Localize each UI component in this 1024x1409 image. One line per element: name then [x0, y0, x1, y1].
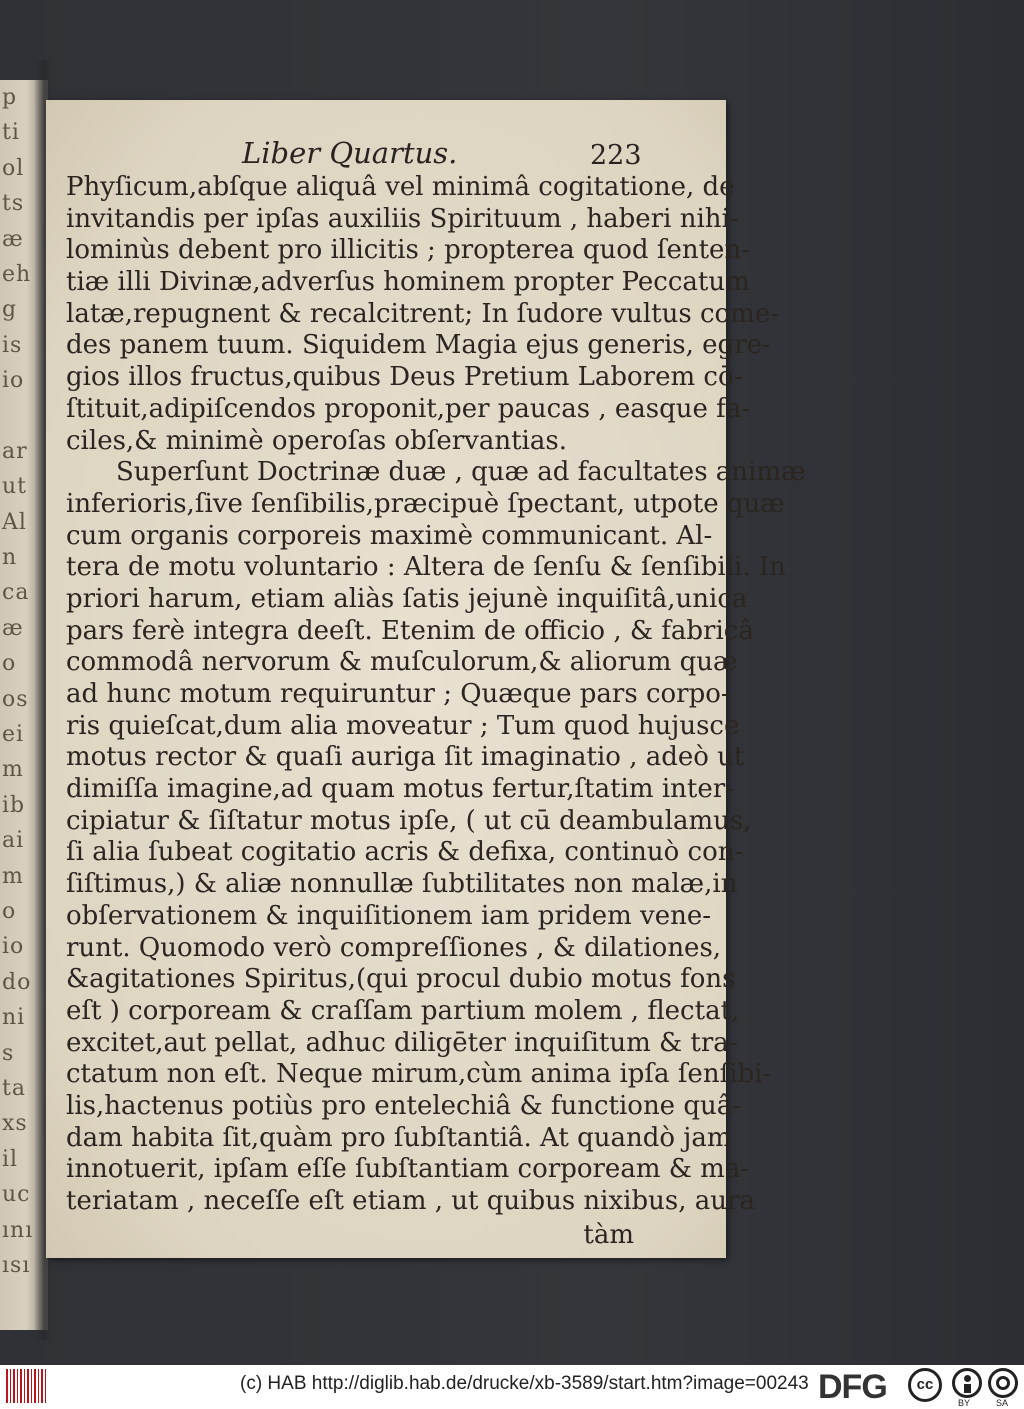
left-page-fragment: uc — [2, 1182, 31, 1208]
text-line: ſiſtimus,) & aliæ nonnullæ ſubtilitates non malæ,in — [66, 869, 738, 900]
text-line: ciles,& minimè operoſas obſervantias. — [66, 425, 567, 456]
text-line: Phyſicum,abſque aliquâ vel minimâ cogitatione, de — [66, 172, 735, 202]
text-line: ſi alia ſubeat cogitatio acris & defixa, continuò con- — [66, 837, 744, 868]
text-line: obſervationem & inquiſitionem iam pridem vene- — [66, 900, 712, 931]
left-page-fragment: io — [2, 368, 25, 394]
left-page-fragment: Al — [2, 509, 27, 535]
text-line: ctatum non eſt. Neque mirum,cùm anima ipſa ſenſibi- — [66, 1059, 772, 1090]
left-page-fragment: ai — [2, 828, 25, 854]
text-line: tiæ illi Divinæ,adverſus hominem propter Peccatum — [66, 267, 750, 298]
page-number: 223 — [590, 140, 642, 171]
text-line: tera de motu voluntario : Altera de ſenſu & ſenſibili. In — [66, 552, 786, 583]
dfg-logo[interactable]: DFG — [818, 1368, 887, 1406]
left-page-fragment: ei — [2, 722, 25, 748]
left-page-fragment: ni — [2, 1005, 26, 1031]
left-page-fragment: p — [2, 85, 18, 110]
left-page-fragment: m — [2, 757, 24, 783]
text-line: Superſunt Doctrinæ duæ , quæ ad facultates animæ — [116, 457, 806, 488]
left-page-fragment: ını — [2, 1217, 34, 1243]
body-text — [66, 172, 806, 1252]
running-title: Liber Quartus. — [242, 136, 458, 170]
left-page-fragment: ta — [2, 1075, 26, 1101]
text-line: lominùs debent pro illicitis ; propterea quod ſenten- — [66, 235, 750, 266]
left-page-fragment: eh — [2, 261, 32, 287]
text-line: &agitationes Spiritus,(qui procul dubio motus fons — [66, 964, 736, 995]
left-page-fragment: o — [2, 898, 17, 924]
book-page — [46, 100, 806, 1258]
left-page-fragment: il — [2, 1146, 19, 1172]
text-line: eſt ) corpoream & craſſam partium molem , flectat, — [66, 995, 740, 1026]
text-line: ris quieſcat,dum alia moveatur ; Tum quod hujusce — [66, 710, 740, 741]
left-page-fragment: n — [2, 545, 18, 571]
text-line: lis,hactenus potiùs pro entelechiâ & functione quâ- — [66, 1090, 742, 1121]
hab-barcode-icon — [6, 1369, 46, 1403]
left-page-fragment: ib — [2, 792, 26, 818]
text-line: cipiatur & ſiſtatur motus ipſe, ( ut cū deambulamus, — [66, 805, 752, 836]
share-alike-icon[interactable] — [988, 1368, 1018, 1398]
text-line: innotuerit, ipſam eſſe ſubſtantiam corpoream & ma- — [66, 1154, 750, 1185]
left-page-fragment: æ — [2, 615, 24, 641]
text-line: dam habita ſit,quàm pro ſubſtantiâ. At quandò jam — [66, 1122, 732, 1153]
copyright-link[interactable]: (c) HAB http://diglib.hab.de/drucke/xb-3589/start.htm?image=00243 — [240, 1373, 809, 1394]
left-page-fragment: is — [2, 332, 23, 358]
left-page-fragment: g — [2, 297, 18, 323]
text-line: teriatam , neceſſe eſt etiam , ut quibus nixibus, aura — [66, 1186, 755, 1216]
left-page-fragment: ar — [2, 438, 28, 464]
text-line: pars ferè integra deeſt. Etenim de officio , & fabricâ — [66, 615, 754, 646]
text-line: invitandis per ipſas auxiliis Spirituum , haberi nihi- — [66, 203, 739, 234]
text-line: dimiſſa imagine,ad quam motus fertur,ſtatim inter- — [66, 774, 734, 805]
text-line: ſtituit,adipiſcendos proponit,per paucas , easque fa- — [66, 393, 751, 424]
left-page-fragment: ısı — [2, 1252, 31, 1278]
page-header — [46, 136, 726, 176]
text-line: motus rector & quaſi auriga ſit imaginatio , adeò ut — [66, 742, 745, 773]
left-page-fragment: o — [2, 651, 17, 677]
left-page-fragment: ut — [2, 474, 28, 500]
left-page-fragment: do — [2, 969, 32, 995]
left-page-fragment: xs — [2, 1111, 28, 1137]
text-line: des panem tuum. Siquidem Magia ejus generis, egre- — [66, 330, 771, 361]
text-line: ad hunc motum requiruntur ; Quæque pars corpo- — [66, 679, 730, 709]
creative-commons-icon[interactable]: cc — [908, 1368, 942, 1402]
left-page-fragment: os — [2, 686, 29, 712]
catchword: tàm — [583, 1219, 634, 1250]
left-page-fragment: ol — [2, 155, 25, 181]
sa-label: SA — [996, 1398, 1009, 1408]
text-line: cum organis corporeis maximè communicant. Al- — [66, 520, 713, 551]
text-line: runt. Quomodo verò compreſſiones , & dilationes, — [66, 932, 722, 963]
text-line: commodâ nervorum & muſculorum,& aliorum quæ — [66, 647, 738, 678]
text-line: latæ,repugnent & recalcitrent; In ſudore vultus come- — [66, 298, 779, 329]
left-page-fragment: s — [2, 1040, 15, 1066]
text-line: inferioris,ſive ſenſibilis,præcipuè ſpectant, utpote quæ — [66, 488, 785, 519]
text-line: gios illos fructus,quibus Deus Pretium Laborem cō- — [66, 362, 743, 393]
left-page-fragment: ti — [2, 120, 20, 146]
attribution-icon[interactable] — [952, 1368, 982, 1398]
viewer-footer — [0, 1365, 1024, 1409]
text-line: priori harum, etiam aliàs ſatis jejunè inquiſitâ,unica — [66, 583, 748, 614]
by-label: BY — [958, 1398, 971, 1408]
left-page-fragment: ca — [2, 580, 30, 606]
left-page-fragment: m — [2, 863, 24, 889]
text-line: excitet,aut pellat, adhuc diligēter inquiſitum & tra- — [66, 1027, 738, 1058]
left-page-fragment: ts — [2, 191, 25, 217]
left-page-fragment: æ — [2, 226, 24, 252]
left-page-fragment: io — [2, 934, 25, 960]
